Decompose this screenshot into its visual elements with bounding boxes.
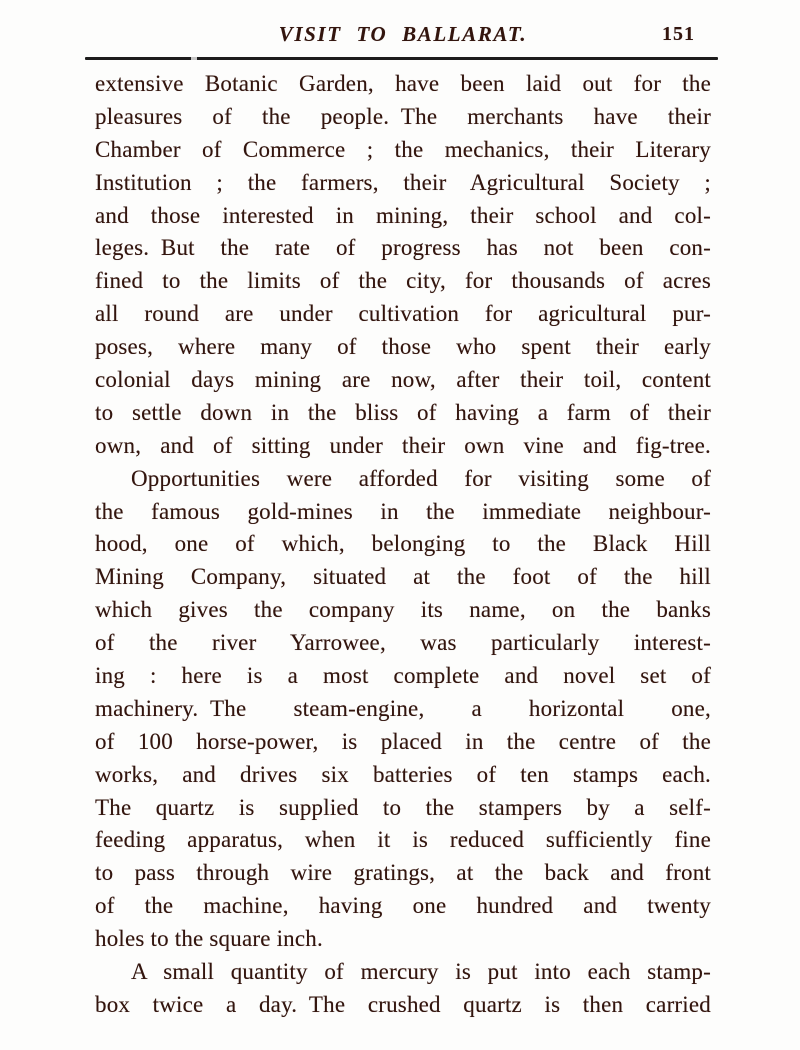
text-line: feeding apparatus, when it is reduced sufficiently fine: [95, 827, 711, 853]
text-line: colonial days mining are now, after their toil, content: [95, 367, 711, 393]
text-line: ing : here is a most complete and novel set of: [95, 663, 711, 689]
text-line: of the river Yarrowee, was particularly interest-: [95, 630, 711, 656]
page-body: [95, 68, 711, 1022]
text-line: fined to the limits of the city, for thousands of acres: [95, 268, 711, 294]
text-line: all round are under cultivation for agricultural pur-: [95, 301, 711, 327]
page-number: 151: [662, 23, 695, 45]
header-rule: [85, 57, 718, 60]
text-line: poses, where many of those who spent their early: [95, 334, 711, 360]
text-line: A small quantity of mercury is put into each stamp-: [131, 959, 711, 985]
text-line: The quartz is supplied to the stampers by a self-: [95, 794, 711, 820]
text-line: to pass through wire gratings, at the back and front: [95, 860, 711, 886]
text-line: works, and drives six batteries of ten stamps each.: [95, 761, 711, 787]
text-line: and those interested in mining, their school and col-: [95, 202, 711, 228]
text-line: Mining Company, situated at the foot of the hill: [95, 564, 711, 590]
text-line: box twice a day. The crushed quartz is then carried: [95, 991, 711, 1017]
text-line: extensive Botanic Garden, have been laid out for the: [95, 71, 711, 96]
text-line: leges. But the rate of progress has not been con-: [95, 235, 711, 261]
running-title: VISIT TO BALLARAT.: [278, 22, 528, 46]
text-line: pleasures of the people. The merchants have their: [95, 103, 711, 129]
text-line: Chamber of Commerce ; the mechanics, their Literary: [95, 136, 711, 162]
paragraph: [95, 68, 711, 463]
text-line: of 100 horse-power, is placed in the centre of the: [95, 728, 711, 754]
text-line: holes to the square inch.: [95, 926, 323, 952]
text-line: of the machine, having one hundred and twenty: [95, 893, 711, 919]
text-line: to settle down in the bliss of having a farm of their: [95, 399, 711, 425]
text-line: machinery. The steam-engine, a horizontal one,: [95, 695, 711, 721]
text-line: own, and of sitting under their own vine and fig-tree.: [95, 432, 711, 458]
text-line: Opportunities were afforded for visiting some of: [131, 465, 711, 491]
paragraph: [95, 956, 711, 1022]
text-line: the famous gold-mines in the immediate neighbour-: [95, 498, 711, 524]
text-line: hood, one of which, belonging to the Black Hill: [95, 531, 711, 557]
text-line: Institution ; the farmers, their Agricultural Society ;: [95, 169, 711, 195]
paragraph: [95, 463, 711, 956]
page-header: [95, 22, 711, 50]
text-line: which gives the company its name, on the banks: [95, 597, 711, 623]
